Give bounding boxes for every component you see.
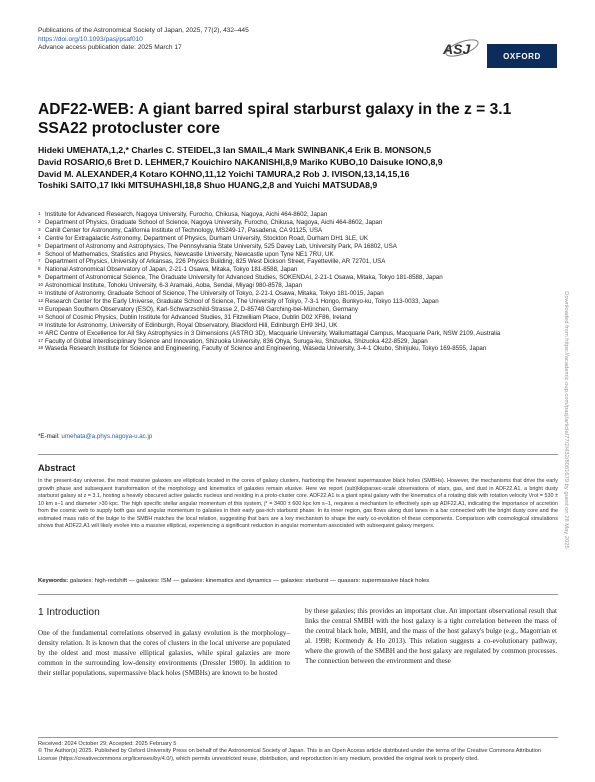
- affiliation-item: [38, 219, 558, 227]
- affiliation-item: [38, 298, 558, 306]
- affiliation-number: 16: [38, 329, 44, 335]
- affiliation-item: [38, 274, 558, 282]
- affiliation-item: [38, 211, 558, 219]
- copyright-notice: © The Author(s) 2025. Published by Oxford University Press on behalf of the Astronomical Society of Japan. This is an Open Access article distributed under the terms of the Creative Commons Attribution License (https://creativecommons.org/licenses/by/4.0/), which permits unrestricted reuse, distribution, and reproduction in any medium, provided the original work is properly cited.: [38, 748, 541, 762]
- affiliation-item: [38, 266, 558, 274]
- affiliation-number: 9: [38, 274, 41, 280]
- affiliation-text: European Southern Observatory (ESO), Karl-Schwarzschild-Strasse 2, D-85748 Garching-bei-München, Germany: [45, 305, 358, 313]
- abstract-heading: Abstract: [38, 463, 76, 473]
- affiliation-text: ARC Centre of Excellence for All Sky Astrophysics in 3 Dimensions (ASTRO 3D), Macquarie University, Wallumattagal Campus, Macquarie Park, NSW 2109, Australia: [45, 329, 501, 337]
- affiliation-text: Institute for Advanced Research, Nagoya University, Furocho, Chikusa, Nagoya, Aichi 464-8602, Japan: [45, 211, 328, 218]
- affiliation-number: 10: [38, 282, 44, 288]
- author-line: David M. ALEXANDER,4 Kotaro KOHNO,11,12 Yoichi TAMURA,2 Rob J. IVISON,13,14,15,16: [38, 168, 410, 179]
- intro-text-left: One of the fundamental correlations observed in galaxy evolution is the morphology–density relation. It is known that the cores of clusters in the local universe are populated by the oldest and most massive elliptical galaxies, while spiral galaxies are more common in the surrounding low-density environments (Dressler 1980). In addition to their stellar populations, supermassive black holes (SMBHs) are known to be hosted: [38, 629, 290, 677]
- affiliation-text: Department of Physics, Graduate School of Science, Nagoya University, Furocho, Chikusa, Nagoya, Aichi 464-8602, Japan: [45, 218, 383, 226]
- affiliation-item: [38, 235, 558, 243]
- affiliation-item: [38, 227, 558, 235]
- svg-text:ASJ: ASJ: [443, 41, 471, 57]
- affiliation-item: [38, 258, 558, 266]
- affiliation-text: School of Mathematics, Statistics and Physics, Newcastle University, Newcastle upon Tyne NE1 7RU, UK: [45, 250, 334, 258]
- affiliation-text: Research Center for the Early Universe, Graduate School of Science, The University of Tokyo, 7-3-1 Hongo, Bunkyo-ku, Tokyo 113-0033, Japan: [45, 297, 439, 305]
- journal-citation: Publications of the Astronomical Society of Japan, 2025, 77(2), 432–445: [38, 27, 249, 34]
- article-title: ADF22-WEB: A giant barred spiral starburst galaxy in the z = 3.1 SSA22 protocluster core: [38, 101, 512, 137]
- affiliation-text: Department of Astronomy and Astrophysics, The Pennsylvania State University, 525 Davey Lab, University Park, PA 16802, USA: [45, 242, 397, 250]
- journal-header: [38, 27, 249, 53]
- footer: [38, 741, 558, 763]
- affiliation-number: 11: [38, 290, 43, 296]
- affiliation-item: [38, 251, 558, 259]
- affiliation-number: 1: [38, 211, 41, 216]
- author-list: [38, 145, 558, 192]
- affiliation-text: National Astronomical Observatory of Japan, 2-21-1 Osawa, Mitaka, Tokyo 181-8588, Japan: [45, 266, 298, 274]
- affiliation-text: Faculty of Global Interdisciplinary Science and Innovation, Shizuoka University, 836 Ohya, Suruga-ku, Shizuoka, Shizuoka 422-8529, Japan: [45, 337, 428, 345]
- author-line: Hideki UMEHATA,1,2,* Charles C. STEIDEL,3 Ian SMAIL,4 Mark SWINBANK,4 Erik B. MONSON,5: [38, 145, 432, 155]
- affiliation-item: [38, 338, 558, 346]
- affiliation-text: Institute for Astronomy, University of Edinburgh, Royal Observatory, Blackford Hill, Edinburgh EH9 3HJ, UK: [45, 321, 338, 329]
- corresponding-email: [38, 433, 152, 440]
- affiliation-item: [38, 345, 558, 353]
- affiliation-text: School of Cosmic Physics, Dublin Institute for Advanced Studies, 31 Fitzwilliam Place, Dublin D02 XF86, Ireland: [45, 313, 352, 321]
- affiliation-text: Institute of Astronomy, Graduate School of Science, The University of Tokyo, 2-21-1 Osawa, Mitaka, Tokyo 181-0015, Japan: [45, 290, 384, 298]
- affiliation-list: [38, 211, 558, 353]
- affiliation-number: 15: [38, 321, 44, 327]
- author-line: Toshiki SAITO,17 Ikki MITSUHASHI,18,8 Shuo HUANG,2,8 and Yuichi MATSUDA8,9: [38, 180, 378, 191]
- download-notice: Downloaded from https://academic.oup.com/pasj/article/77/2/432/8081679 by guest on 28 May 2025: [563, 291, 569, 549]
- affiliation-text: Waseda Research Institute for Science and Engineering, Faculty of Science and Engineering, Waseda University, 3-4-1 Okubo, Shinjuku, Tokyo 169-8555, Japan: [45, 345, 487, 353]
- affiliation-item: [38, 322, 558, 330]
- abstract-text: In the present-day universe, the most massive galaxies are ellipticals located in the cores of galaxy clusters, harboring the heaviest supermassive black holes (SMBHs). However, the mechanisms that drive the early growth phase and subsequent transformation of the morphology and kinematics of galaxies remain elusive. Here we report (sub)kiloparsec-scale observations of stars, gas, and dust in ADF22.A1, a bright dusty starburst galaxy at z = 3.1, hosting a heavily obscured active galactic nucleus and residing in a proto-cluster core. ADF22.A1 is a giant spiral galaxy with the kinematics of a rotating disk with rotation velocity Vrot = 530 ± 10 km s−1 and diameter >30 kpc. The high specific stellar angular momentum of this system, j* = 3400 ± 600 kpc km s−1, requires a mechanism to effectively spin up ADF22.A1, indicating the importance of accretion from the cosmic web to supply both gas and angular momentum to galaxies in their early gas-rich starburst phase. In its inner region, gas flows along dust lanes in a bar connected with the bright dusty core and the estimated mass ratio of the bulge to the SMBH matches the local relation, suggesting that bars are a key mechanism to shape the early co-evolution of these components. Comparison with cosmological simulations shows that ADF22.A1 will likely evolve into a massive elliptical, experiencing a significant reduction in angular momentum associated with subsequent galaxy mergers.: [38, 478, 558, 529]
- affiliation-text: Department of Astronomical Science, The Graduate University for Advanced Studies, SOKENDAI, 2-21-1 Osawa, Mitaka, Tokyo 181-8588, Japan: [45, 274, 443, 282]
- oxford-logo: OXFORD: [487, 44, 557, 68]
- keywords-list: galaxies: high-redshift — galaxies: ISM — galaxies: kinematics and dynamics — galaxies: starburst — quasars: supermassive black holes: [69, 578, 430, 584]
- affiliation-item: [38, 306, 558, 314]
- affiliation-number: 17: [38, 337, 44, 343]
- footer-divider: [38, 737, 558, 738]
- affiliation-number: 13: [38, 305, 44, 311]
- affiliation-item: [38, 282, 558, 290]
- section-divider: [38, 594, 558, 595]
- affiliation-text: Centre for Extragalactic Astronomy, Department of Physics, Durham University, Stockton Road, Durham DH1 3LE, UK: [45, 234, 369, 242]
- keywords: [38, 578, 558, 586]
- affiliation-number: 3: [38, 226, 41, 232]
- section-divider: [38, 454, 558, 455]
- affiliation-number: 4: [38, 234, 41, 240]
- affiliation-number: 8: [38, 266, 41, 272]
- keywords-label: Keywords:: [38, 578, 69, 584]
- advance-access-date: Advance access publication date: 2025 March 17: [38, 44, 182, 52]
- affiliation-number: 2: [38, 218, 41, 224]
- received-dates: Received: 2024 October 29; Accepted: 2025 February 5: [38, 741, 177, 747]
- affiliation-number: 7: [38, 258, 41, 264]
- affiliation-text: Department of Physics, University of Arkansas, 226 Physics Building, 825 West Dickson Street, Fayetteville, AR 72701, USA: [45, 258, 386, 266]
- email-link[interactable]: umehata@a.phys.nagoya-u.ac.jp: [61, 433, 153, 440]
- affiliation-number: 12: [38, 297, 44, 303]
- affiliation-number: 18: [38, 345, 44, 351]
- intro-text-right: by these galaxies; this provides an important clue. An important observational result that links the central SMBH with the host galaxy is a tight correlation between the mass of the central black hole, MBH, and the mass of the host galaxy's bulge (e.g., Magorrian et al. 1998; Kormendy & Ho 2013). This relation suggests a co-evolutionary pathway, where the growth of the SMBH and the host galaxy are regulated by common processes. The connection between the environment and these: [305, 607, 557, 665]
- introduction-heading: 1 Introduction: [38, 607, 100, 618]
- affiliation-number: 14: [38, 313, 44, 319]
- email-label: *E-mail:: [38, 433, 60, 440]
- affiliation-text: Cahill Center for Astronomy, California Institute of Technology, MS249-17, Pasadena, CA 91125, USA: [45, 226, 323, 234]
- affiliation-item: [38, 290, 558, 298]
- author-line: David ROSARIO,6 Bret D. LEHMER,7 Kouichiro NAKANISHI,8,9 Mariko KUBO,10 Daisuke IONO,8,9: [38, 156, 443, 167]
- asj-logo: [440, 34, 480, 66]
- affiliation-item: [38, 330, 558, 338]
- affiliation-number: 5: [38, 242, 41, 248]
- affiliation-item: [38, 314, 558, 322]
- affiliation-text: Astronomical Institute, Tohoku University, 6-3 Aramaki, Aoba, Sendai, Miyagi 980-8578, Japan: [45, 282, 303, 290]
- affiliation-number: 6: [38, 250, 41, 256]
- affiliation-item: [38, 243, 558, 251]
- doi-link[interactable]: https://doi.org/10.1093/pasj/psaf010: [38, 35, 143, 43]
